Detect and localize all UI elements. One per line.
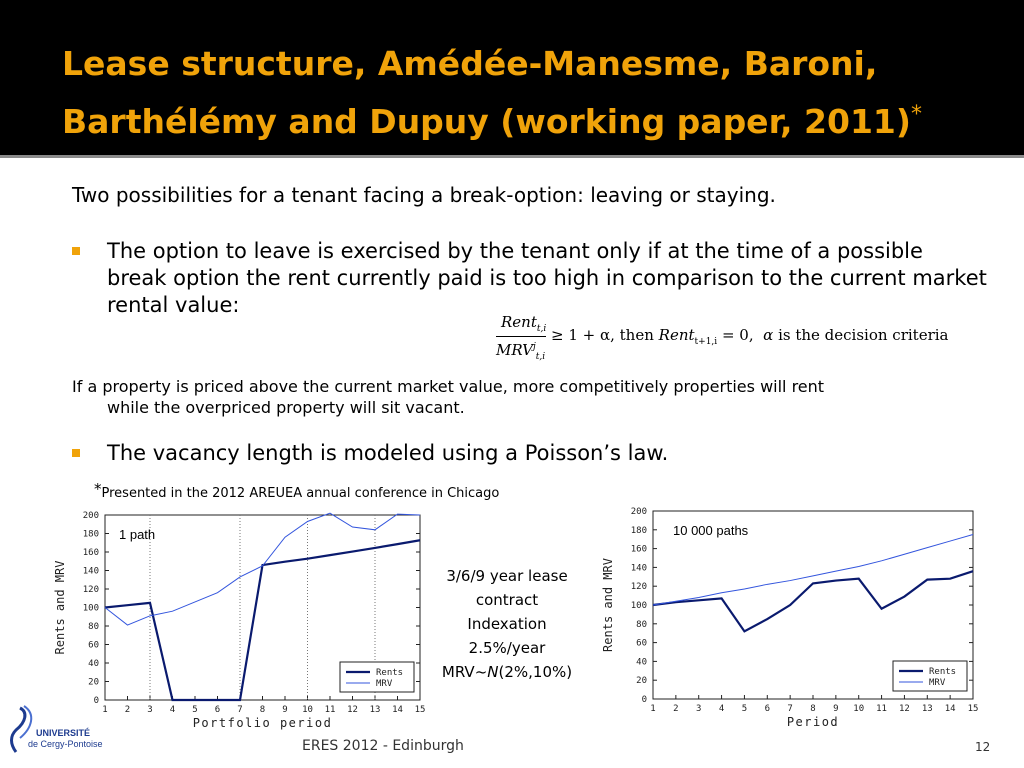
y-tick-label: 200 — [630, 507, 647, 517]
y-tick-label: 40 — [636, 657, 647, 668]
y-tick-label: 100 — [82, 603, 99, 614]
footnote-text: Presented in the 2012 AREUEA annual conference in Chicago — [101, 486, 500, 501]
y-tick-label: 0 — [93, 696, 99, 706]
x-tick-label: 2 — [124, 705, 131, 715]
pricing-paragraph-line1: If a property is priced above the current market value, more competitively properties will rent — [72, 377, 825, 396]
x-tick-label: 5 — [741, 704, 748, 714]
university-logo — [6, 700, 116, 760]
decision-formula — [496, 313, 956, 365]
x-tick-label: 11 — [324, 705, 336, 715]
x-tick-label: 6 — [214, 705, 221, 715]
assumption-line: Indexation — [467, 615, 547, 633]
legend-label: MRV — [376, 679, 393, 689]
assumption-line: 3/6/9 year lease — [446, 567, 568, 585]
y-tick-label: 160 — [82, 548, 99, 558]
x-tick-label: 3 — [147, 705, 153, 715]
slide-title — [62, 38, 1002, 147]
y-axis-label: Rents and MRV — [53, 560, 67, 655]
formula-denominator: $MRV^j_{t,i}$ — [496, 341, 546, 362]
chart-annotation: 1 path — [119, 527, 156, 542]
y-tick-label: 20 — [636, 676, 647, 687]
x-tick-label: 15 — [414, 705, 426, 715]
x-tick-label: 13 — [921, 704, 933, 714]
chart-annotation: 10 000 paths — [673, 523, 749, 538]
x-tick-label: 15 — [967, 704, 979, 714]
slide-title-text: Lease structure, Amédée-Manesme, Baroni, Barthélémy and Dupuy (working paper, 2011) — [62, 44, 911, 141]
x-tick-label: 9 — [282, 705, 288, 715]
chart-ten-thousand-paths — [598, 503, 986, 733]
pricing-paragraph — [72, 376, 952, 418]
legend-label: Rents — [929, 667, 957, 677]
y-tick-label: 140 — [630, 563, 647, 574]
x-tick-label: 5 — [192, 705, 198, 715]
formula-numerator: Rent$_{t,i}$ — [501, 313, 547, 334]
bullet-text: The option to leave is exercised by the tenant only if at the time of a possible break option the rent currently paid is too high in comparison to the current market rental value: — [107, 239, 987, 317]
intro-text: Two possibilities for a tenant facing a break-option: leaving or staying. — [72, 183, 776, 207]
x-tick-label: 4 — [718, 704, 725, 714]
x-tick-label: 6 — [764, 704, 770, 714]
y-axis-label: Rents and MRV — [601, 558, 615, 652]
x-tick-label: 13 — [369, 705, 381, 715]
x-tick-label: 14 — [392, 705, 403, 715]
y-tick-label: 20 — [88, 677, 99, 688]
x-tick-label: 10 — [302, 705, 313, 715]
footnote-mark: * — [94, 480, 102, 498]
footnote — [94, 480, 499, 501]
x-tick-label: 7 — [237, 705, 243, 715]
legend-label: Rents — [376, 668, 404, 678]
y-tick-label: 40 — [88, 659, 99, 669]
title-bar — [0, 0, 1024, 158]
x-tick-label: 2 — [673, 704, 679, 714]
assumption-line: contract — [475, 591, 539, 609]
y-tick-label: 120 — [82, 585, 99, 595]
bullet-square-icon — [72, 247, 80, 255]
y-tick-label: 60 — [636, 638, 647, 649]
y-tick-label: 80 — [88, 622, 99, 632]
bullet-text: The vacancy length is modeled using a Poisson’s law. — [107, 441, 669, 465]
model-assumptions — [432, 564, 582, 684]
y-tick-label: 120 — [630, 582, 647, 593]
x-tick-label: 3 — [696, 704, 702, 714]
logo-text-line1: UNIVERSITÉ — [36, 728, 91, 738]
x-tick-label: 8 — [810, 704, 816, 714]
y-tick-label: 0 — [641, 695, 647, 705]
y-tick-label: 60 — [88, 640, 99, 651]
fraction-bar — [496, 336, 546, 337]
x-tick-label: 7 — [787, 704, 793, 714]
bullet-square-icon — [72, 449, 80, 457]
slide-footer: ERES 2012 - Edinburgh — [302, 738, 464, 754]
x-tick-label: 9 — [833, 704, 839, 714]
y-tick-label: 200 — [82, 511, 99, 521]
y-tick-label: 160 — [630, 544, 647, 555]
x-tick-label: 10 — [853, 704, 865, 714]
x-axis-label: Portfolio period — [192, 716, 333, 730]
x-tick-label: 8 — [259, 705, 266, 715]
y-tick-label: 140 — [82, 566, 99, 577]
page-number: 12 — [975, 740, 991, 754]
title-footnote-mark: * — [910, 102, 922, 127]
assumption-line: 2.5%/year — [468, 639, 546, 657]
y-tick-label: 180 — [82, 529, 99, 540]
x-tick-label: 1 — [650, 704, 656, 714]
x-tick-label: 1 — [102, 705, 108, 715]
y-tick-label: 180 — [630, 525, 647, 536]
x-tick-label: 14 — [944, 704, 956, 714]
y-tick-label: 100 — [630, 601, 647, 611]
x-tick-label: 11 — [876, 704, 887, 714]
logo-text-line2: de Cergy-Pontoise — [28, 739, 103, 749]
assumption-line: MRV~N(2%,10%) — [441, 663, 573, 681]
x-tick-label: 12 — [347, 705, 358, 715]
pricing-paragraph-line2: while the overpriced property will sit vacant. — [107, 398, 465, 417]
x-tick-label: 12 — [899, 704, 910, 714]
x-tick-label: 4 — [169, 705, 176, 715]
legend-label: MRV — [929, 678, 946, 688]
y-tick-label: 80 — [636, 619, 647, 630]
formula-condition: ≥ 1 + α, then Rent$_{t+1,i}$ = 0, α is the decision criteria — [551, 326, 949, 347]
x-axis-label: Period — [786, 715, 840, 729]
